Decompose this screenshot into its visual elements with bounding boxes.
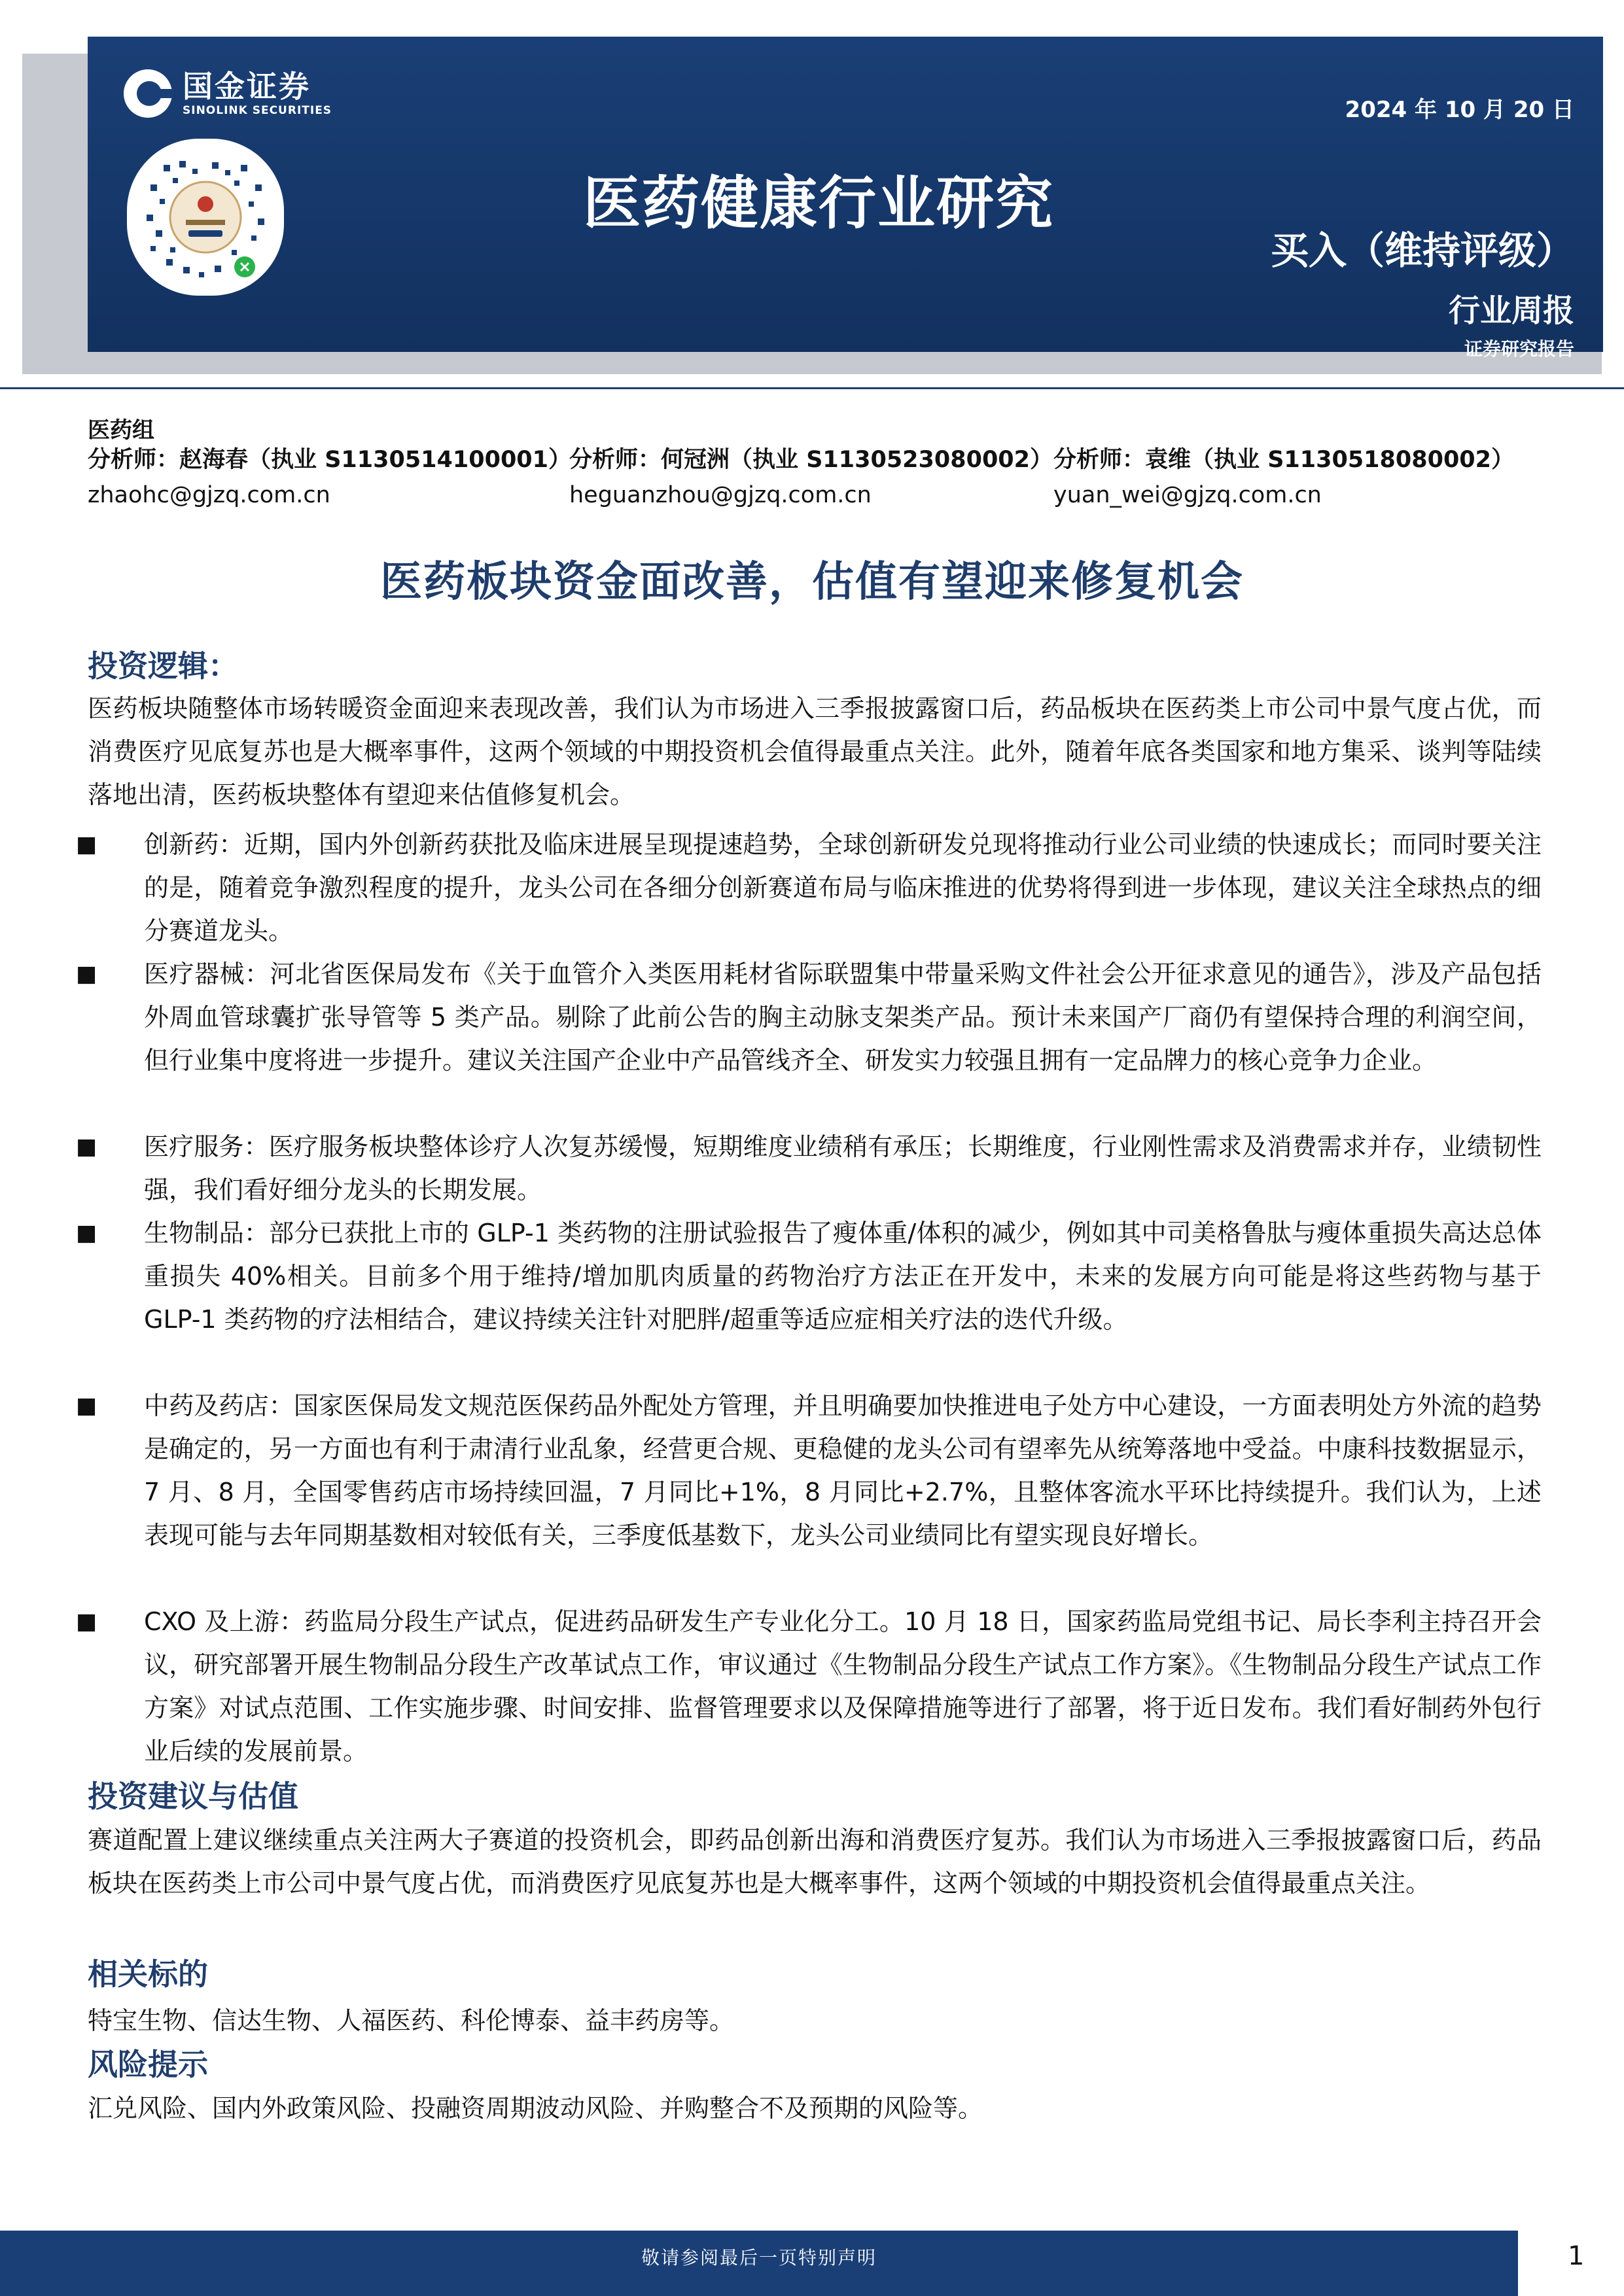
analyst-label: 分析师：	[569, 447, 662, 473]
logo-name-cn: 国金证券	[183, 69, 311, 104]
analyst-name: 何冠洲（执业 S1130523080002）	[661, 447, 1053, 473]
report-header	[88, 37, 1603, 360]
analyst-label: 分析师：	[1053, 447, 1146, 473]
bullet-marker: ■	[76, 831, 97, 858]
report-type: 证券研究报告	[1464, 338, 1574, 360]
section-heading-targets: 相关标的	[88, 1957, 208, 1992]
team-name: 医药组	[88, 417, 154, 444]
bullet-marker: ■	[76, 1393, 97, 1419]
bullet-innovative-drugs: 创新药：近期，国内外创新药获批及临床进展呈现提速趋势，全球创新研发兑现将推动行业公司业绩的快速成长；而同时要关注的是，随着竞争激烈程度的提升，龙头公司在各细分创新赛道布局与临床推进的优势将得到进一步体现，建议关注全球热点的细分赛道龙头。	[144, 830, 1542, 945]
logo-name-en: SINOLINK SECURITIES	[183, 104, 332, 117]
rating-badge: 买入（维持评级）	[1270, 228, 1574, 273]
analyst-label: 分析师：	[88, 447, 180, 473]
risk-paragraph: 汇兑风险、国内外政策风险、投融资周期波动风险、并购整合不及预期的风险等。	[88, 2094, 983, 2123]
bullet-medical-services: 医疗服务：医疗服务板块整体诊疗人次复苏缓慢，短期维度业绩稍有承压；长期维度，行业刚性需求及消费需求并存，业绩韧性强，我们看好细分龙头的长期发展。	[144, 1132, 1542, 1204]
bullet-cxo-upstream: CXO 及上游：药监局分段生产试点，促进药品研发生产专业化分工。10 月 18 日，国家药监局党组书记、局长李利主持召开会议，研究部署开展生物制品分段生产改革试点工作，审议通过《生物制品分段生产试点工作方案》。《生物制品分段生产试点工作方案》对试点范围、工作实施步骤、时间安排、监督管理要求以及保障措施等进行了部署，将于近日发布。我们看好制药外包行业后续的发展前景。	[144, 1607, 1542, 1765]
bullet-medical-devices: 医疗器械：河北省医保局发布《关于血管介入类医用耗材省际联盟集中带量采购文件社会公开征求意见的通告》，涉及产品包括外周血管球囊扩张导管等 5 类产品。剔除了此前公告的胸主动脉支架类产品。预计未来国产厂商仍有望保持合理的利润空间，但行业集中度将进一步提升。建议关注国产企业中产品管线齐全、研发实力较强且拥有一定品牌力的核心竞争力企业。	[144, 960, 1542, 1075]
analyst-1	[88, 442, 571, 513]
analyst-email[interactable]: zhaohc@gjzq.com.cn	[88, 482, 330, 508]
footer-disclaimer[interactable]: 敬请参阅最后一页特别声明	[641, 2247, 877, 2269]
report-title: 医药健康行业研究	[583, 169, 1055, 237]
section-heading-logic: 投资逻辑：	[88, 648, 238, 684]
page-number: 1	[1568, 2241, 1585, 2271]
bullet-marker: ■	[76, 1220, 97, 1246]
company-logo	[124, 69, 332, 118]
main-title: 医药板块资金面改善，估值有望迎来修复机会	[380, 558, 1244, 606]
bullet-marker: ■	[76, 961, 97, 987]
analyst-email[interactable]: heguanzhou@gjzq.com.cn	[569, 482, 872, 508]
section-heading-advice: 投资建议与估值	[88, 1779, 298, 1814]
analyst-3	[1053, 442, 1514, 513]
section-heading-risk: 风险提示	[88, 2047, 208, 2082]
analyst-email[interactable]: yuan_wei@gjzq.com.cn	[1053, 482, 1322, 508]
advice-paragraph: 赛道配置上建议继续重点关注两大子赛道的投资机会，即药品创新出海和消费医疗复苏。我们认为市场进入三季报披露窗口后，药品板块在医药类上市公司中景气度占优，而消费医疗见底复苏也是大概率事件，这两个领域的中期投资机会值得最重点关注。	[88, 1826, 1542, 1898]
bullet-marker: ■	[76, 1134, 97, 1160]
logo-mark-icon	[124, 69, 172, 118]
bullet-biologics: 生物制品：部分已获批上市的 GLP-1 类药物的注册试验报告了瘦体重/体积的减少，例如其中司美格鲁肽与瘦体重损失高达总体重损失 40%相关。目前多个用于维持/增加肌肉质量的药物治疗方法正在开发中，未来的发展方向可能是将这些药物与基于 GLP-1 类药物的疗法相结合，建议持续关注针对肥胖/超重等适应症相关疗法的迭代升级。	[144, 1219, 1542, 1334]
analyst-name: 赵海春（执业 S1130514100001）	[179, 447, 571, 473]
bullet-marker: ■	[76, 1609, 97, 1635]
analyst-2	[569, 442, 1053, 513]
header-divider	[0, 387, 1624, 389]
report-date: 2024 年 10 月 20 日	[1345, 97, 1574, 123]
report-series: 行业周报	[1448, 292, 1574, 329]
qr-code-icon	[127, 139, 284, 296]
logic-paragraph: 医药板块随整体市场转暖资金面迎来表现改善，我们认为市场进入三季报披露窗口后，药品板块在医药类上市公司中景气度占优，而消费医疗见底复苏也是大概率事件，这两个领域的中期投资机会值得最重点关注。此外，随着年底各类国家和地方集采、谈判等陆续落地出清，医药板块整体有望迎来估值修复机会。	[88, 694, 1542, 809]
targets-paragraph: 特宝生物、信达生物、人福医药、科伦博泰、益丰药房等。	[88, 2006, 735, 2035]
analyst-name: 袁维（执业 S1130518080002）	[1145, 447, 1514, 473]
bullet-tcm-pharmacy: 中药及药店：国家医保局发文规范医保药品外配处方管理，并且明确要加快推进电子处方中心建设，一方面表明处方外流的趋势是确定的，另一方面也有利于肃清行业乱象，经营更合规、更稳健的龙头公司有望率先从统筹落地中受益。中康科技数据显示， 7 月、8 月，全国零售药店市场持续回温，7 月同比+1%，8 月同比+2.7%，且整体客流水平环比持续提升。我们认为，上述表现可能与去年同期基数相对较低有关，三季度低基数下，龙头公司业绩同比有望实现良好增长。	[144, 1391, 1542, 1550]
